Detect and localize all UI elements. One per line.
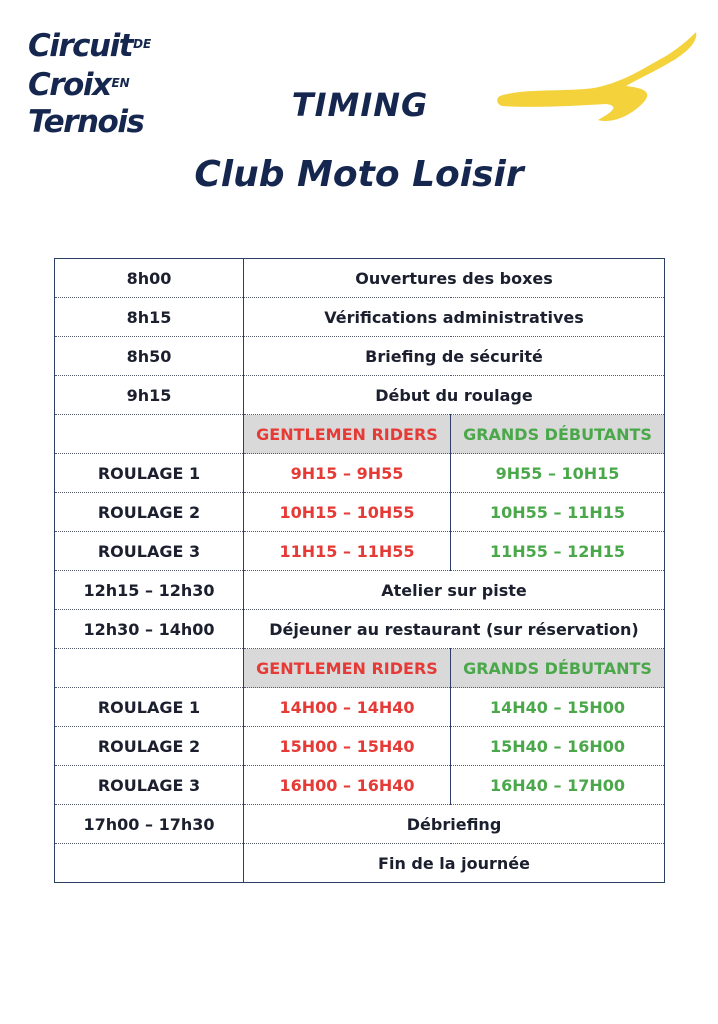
time-cell: 17h00 – 17h30 bbox=[55, 805, 244, 844]
table-row bbox=[55, 571, 665, 610]
session-row bbox=[55, 688, 665, 727]
table-row bbox=[55, 376, 665, 415]
time-cell: 8h50 bbox=[55, 337, 244, 376]
session-row bbox=[55, 454, 665, 493]
debutants-time: 15H40 – 16H00 bbox=[451, 727, 665, 766]
page-heading: TIMING bbox=[291, 86, 429, 124]
logo-text-ternois: Ternois bbox=[28, 104, 144, 140]
gentlemen-riders-header: GENTLEMEN RIDERS bbox=[244, 415, 451, 454]
time-cell: 9h15 bbox=[55, 376, 244, 415]
debutants-time: 14H40 – 15H00 bbox=[451, 688, 665, 727]
gentlemen-riders-header: GENTLEMEN RIDERS bbox=[244, 649, 451, 688]
debutants-time: 16H40 – 17H00 bbox=[451, 766, 665, 805]
activity-cell: Fin de la journée bbox=[244, 844, 665, 883]
table-row bbox=[55, 259, 665, 298]
group-header-row bbox=[55, 649, 665, 688]
page-title: Club Moto Loisir bbox=[194, 154, 524, 195]
time-cell: 8h15 bbox=[55, 298, 244, 337]
empty-cell bbox=[55, 649, 244, 688]
gentlemen-time: 15H00 – 15H40 bbox=[244, 727, 451, 766]
logo-text-croix: Croix bbox=[28, 67, 111, 103]
track-shape-path bbox=[497, 32, 696, 121]
time-cell: 12h15 – 12h30 bbox=[55, 571, 244, 610]
track-outline-icon bbox=[494, 26, 700, 128]
gentlemen-time: 10H15 – 10H55 bbox=[244, 493, 451, 532]
session-row bbox=[55, 493, 665, 532]
activity-cell: Déjeuner au restaurant (sur réservation) bbox=[244, 610, 665, 649]
table-row bbox=[55, 337, 665, 376]
grands-debutants-header: GRANDS DÉBUTANTS bbox=[451, 415, 665, 454]
logo-text-en: EN bbox=[111, 76, 130, 90]
logo-text-circuit: Circuit bbox=[28, 28, 133, 64]
debutants-time: 10H55 – 11H15 bbox=[451, 493, 665, 532]
activity-cell: Début du roulage bbox=[244, 376, 665, 415]
logo-text-de: DE bbox=[133, 37, 152, 51]
gentlemen-time: 9H15 – 9H55 bbox=[244, 454, 451, 493]
debutants-time: 11H55 – 12H15 bbox=[451, 532, 665, 571]
time-cell: 12h30 – 14h00 bbox=[55, 610, 244, 649]
session-label: ROULAGE 3 bbox=[55, 766, 244, 805]
activity-cell: Débriefing bbox=[244, 805, 665, 844]
session-row bbox=[55, 532, 665, 571]
table-row bbox=[55, 610, 665, 649]
activity-cell: Briefing de sécurité bbox=[244, 337, 665, 376]
session-label: ROULAGE 1 bbox=[55, 454, 244, 493]
session-label: ROULAGE 2 bbox=[55, 493, 244, 532]
session-row bbox=[55, 766, 665, 805]
table-row bbox=[55, 805, 665, 844]
activity-cell: Vérifications administratives bbox=[244, 298, 665, 337]
gentlemen-time: 14H00 – 14H40 bbox=[244, 688, 451, 727]
time-cell: 8h00 bbox=[55, 259, 244, 298]
table-row bbox=[55, 844, 665, 883]
gentlemen-time: 16H00 – 16H40 bbox=[244, 766, 451, 805]
circuit-logo bbox=[28, 28, 188, 143]
empty-cell bbox=[55, 415, 244, 454]
activity-cell: Atelier sur piste bbox=[244, 571, 665, 610]
timing-table bbox=[54, 258, 665, 883]
session-label: ROULAGE 3 bbox=[55, 532, 244, 571]
session-label: ROULAGE 2 bbox=[55, 727, 244, 766]
time-cell bbox=[55, 844, 244, 883]
table-row bbox=[55, 298, 665, 337]
gentlemen-time: 11H15 – 11H55 bbox=[244, 532, 451, 571]
debutants-time: 9H55 – 10H15 bbox=[451, 454, 665, 493]
activity-cell: Ouvertures des boxes bbox=[244, 259, 665, 298]
group-header-row bbox=[55, 415, 665, 454]
session-row bbox=[55, 727, 665, 766]
session-label: ROULAGE 1 bbox=[55, 688, 244, 727]
grands-debutants-header: GRANDS DÉBUTANTS bbox=[451, 649, 665, 688]
